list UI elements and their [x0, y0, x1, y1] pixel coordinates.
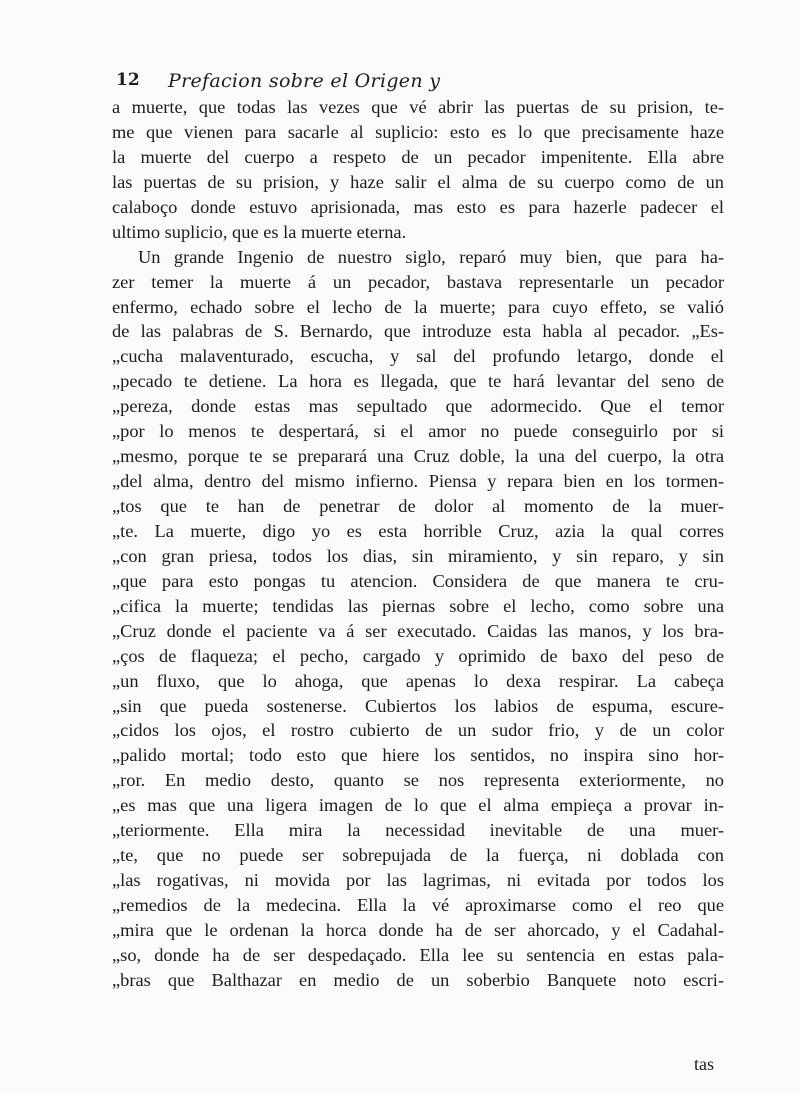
text-line: „remedios de la medecina. Ella la vé aproximarse como el reo que — [112, 895, 724, 915]
text-line: „teriormente. Ella mira la necessidad inevitable de una muer- — [112, 820, 724, 841]
page-number: 12 — [116, 70, 140, 90]
text-line: „te. La muerte, digo yo es esta horrible Cruz, azia la qual corres — [112, 520, 724, 541]
body-text — [112, 95, 724, 993]
text-line: „un fluxo, que lo ahoga, que apenas lo dexa respirar. La cabeça — [112, 670, 724, 691]
text-line: „cucha malaventurado, escucha, y sal del profundo letargo, donde el — [112, 346, 724, 367]
text-line: las puertas de su prision, y haze salir el alma de su cuerpo como de un — [112, 171, 724, 192]
text-line: „so, donde ha de ser despedaçado. Ella lee su sentencia en estas pala- — [112, 944, 724, 965]
text-line: a muerte, que todas las vezes que vé abrir las puertas de su prision, te- — [112, 97, 724, 117]
text-line: „que para esto pongas tu atencion. Considera de que manera te cru- — [112, 570, 724, 591]
text-line: „ços de flaqueza; el pecho, cargado y oprimido de baxo del peso de — [112, 645, 724, 666]
text-line: „las rogativas, ni movida por las lagrimas, ni evitada por todos los — [112, 870, 724, 891]
text-line: „Cruz donde el paciente va á ser executado. Caidas las manos, y los bra- — [112, 620, 724, 641]
text-line: „te, que no puede ser sobrepujada de la fuerça, ni doblada con — [112, 845, 724, 866]
text-line: „pereza, donde estas mas sepultado que adormecido. Que el temor — [112, 396, 724, 417]
text-line: „por lo menos te despertará, si el amor no puede conseguirlo por si — [112, 421, 724, 442]
text-line: „sin que pueda sostenerse. Cubiertos los labios de espuma, escure- — [112, 695, 724, 716]
text-line: „bras que Balthazar en medio de un soberbio Banquete noto escri- — [112, 969, 724, 990]
text-line: „mesmo, porque te se preparará una Cruz doble, la una del cuerpo, la otra — [112, 446, 724, 467]
text-line: „ror. En medio desto, quanto se nos representa exteriormente, no — [112, 770, 724, 791]
text-line: „palido mortal; todo esto que hiere los sentidos, no inspira sino hor- — [112, 745, 724, 766]
text-line: „cidos los ojos, el rostro cubierto de un sudor frio, y de un color — [112, 720, 724, 741]
text-line: me que vienen para sacarle al suplicio: esto es lo que precisamente haze — [112, 121, 724, 142]
text-line: „con gran priesa, todos los dias, sin miramiento, y sin reparo, y sin — [112, 545, 724, 566]
text-line: zer temer la muerte á un pecador, bastava representarle un pecador — [112, 271, 724, 292]
text-line: la muerte del cuerpo a respeto de un pecador impenitente. Ella abre — [112, 146, 724, 167]
running-title: Prefacion sobre el Origen y — [168, 70, 441, 92]
text-line: „del alma, dentro del mismo infierno. Piensa y repara bien en los tormen- — [112, 471, 724, 492]
page-header — [116, 70, 716, 94]
text-line: „pecado te detiene. La hora es llegada, que te hará levantar del seno de — [112, 371, 724, 392]
text-line: „es mas que una ligera imagen de lo que el alma empieça a provar in- — [112, 795, 724, 816]
text-line: „cifica la muerte; tendidas las piernas sobre el lecho, como sobre una — [112, 595, 724, 616]
text-line: Un grande Ingenio de nuestro siglo, reparó muy bien, que para ha- — [138, 246, 724, 267]
text-line: calaboço donde estuvo aprisionada, mas esto es para hazerle padecer el — [112, 196, 724, 217]
text-line: enfermo, echado sobre el lecho de la muerte; para cuyo effeto, se valió — [112, 296, 724, 317]
text-line: de las palabras de S. Bernardo, que introduze esta habla al pecador. „Es- — [112, 321, 724, 342]
text-line: ultimo suplicio, que es la muerte eterna. — [112, 221, 407, 242]
text-line: „tos que te han de penetrar de dolor al momento de la muer- — [112, 496, 724, 516]
catchword: tas — [694, 1054, 714, 1074]
text-line: „mira que le ordenan la horca donde ha de ser ahorcado, y el Cadahal- — [112, 919, 724, 940]
